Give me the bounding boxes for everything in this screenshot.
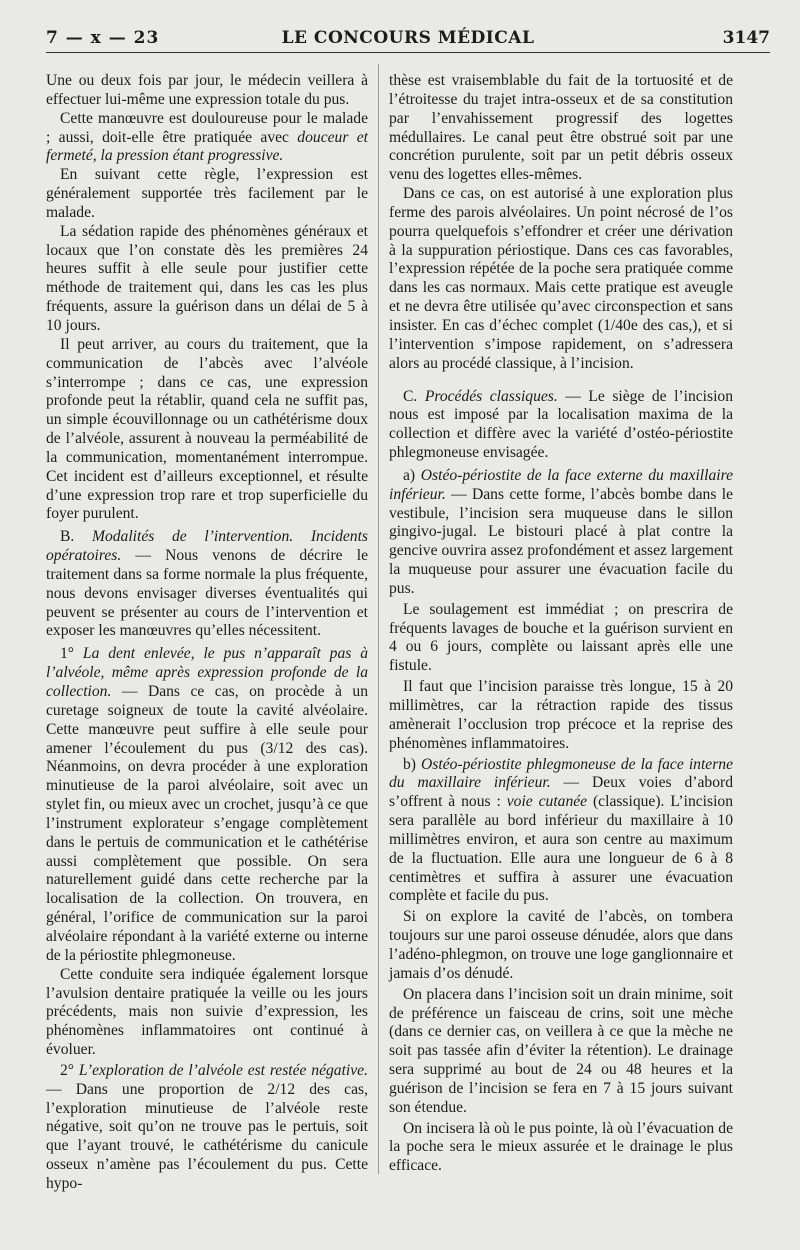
left-column <box>46 72 368 1194</box>
paragraph: Cette conduite sera indiquée également lorsque l’avulsion dentaire pratiquée la veille ou les jours précédents, mais non suivie d’expression, les phénomènes inflammatoires ont continué à évoluer. <box>46 965 368 1059</box>
issue-date: 7 — x — 23 <box>46 28 160 48</box>
paragraph: Cette manœuvre est douloureuse pour le malade ; aussi, doit-elle être pratiquée avec douceur et fermeté, la pression étant progressive. <box>46 109 368 165</box>
paragraph: Il peut arriver, au cours du traitement, que la communication de l’abcès avec l’alvéole s’interrompe ; dans ce cas, une expression profonde peut la rétablir, quand cela ne suffit pas, un simple écouvillonnage ou un cathétérisme doux de l’alvéole, assurent à nouveau la perméabilité de la communication, momentanément interrompue. Cet incident est d’ailleurs exceptionnel, et résulte d’une expression trop rare et trop superficielle du foyer purulent. <box>46 335 368 523</box>
page-number: 3147 <box>722 28 770 48</box>
paragraph: a) Ostéo-périostite de la face externe du maxillaire inférieur. — Dans cette forme, l’abcès bombe dans le vestibule, l’incision sera muqueuse dans le sillon gingivo-jugal. Le bistouri placé à plat contre la gencive ouvrira assez profondément et assez largement la muqueuse pour assurer une évacuation facile du pus. <box>389 466 734 597</box>
journal-title: LE CONCOURS MÉDICAL <box>281 28 535 48</box>
paragraph: Une ou deux fois par jour, le médecin veillera à effectuer lui-même une expression totale du pus. <box>46 72 368 108</box>
page-header <box>46 26 770 53</box>
section-heading-c: C. Procédés classiques. — Le siège de l’incision nous est imposé par la localisation maxima de la collection et diffère avec la variété d’ostéo-périostite phlegmoneuse envisagée. <box>389 387 733 462</box>
right-column <box>389 72 733 1176</box>
paragraph: En suivant cette règle, l’expression est généralement supportée très facilement par le malade. <box>46 166 368 221</box>
section-heading-b: B. Modalités de l’intervention. Incidents opératoires. — Nous venons de décrire le traitement dans sa forme normale la plus fréquente, nous devons envisager diverses éventualités qui peuvent se présenter au cours de l’intervention et exposer les manœuvres qu’elles nécessitent. <box>46 528 368 640</box>
paragraph: 2° L’exploration de l’alvéole est restée négative. — Dans une proportion de 2/12 des cas, l’exploration minutieuse de l’alvéole reste négative, soit qu’on ne trouve pas le pertuis, soit que l’ayant trouvé, le cathétérisme du canicule osseux n’amène pas l’écoulement du pus. Cette hypo- <box>46 1061 368 1192</box>
paragraph: Le soulagement est immédiat ; on prescrira de fréquents lavages de bouche et la guérison survient en 4 ou 6 jours, complète ou laissant après elle une fistule. <box>389 600 733 675</box>
paragraph: On incisera là où le pus pointe, là où l’évacuation de la poche sera le mieux assurée et le drainage le plus efficace. <box>389 1119 733 1175</box>
paragraph: thèse est vraisemblable du fait de la tortuosité et de l’étroitesse du trajet intra-osseux et de sa constitution par l’envahissement progressif des logettes médullaires. Le canal peut être obstrué soit par une concrétion purulente, soit par un petit débris osseux venu des logettes elles-mêmes. <box>389 72 733 184</box>
paragraph: Il faut que l’incision paraisse très longue, 15 à 20 millimètres, car la rétraction rapide des tissus amènerait l’occlusion trop précoce et la reprise des phénomènes inflammatoires. <box>389 678 733 752</box>
paragraph: Dans ce cas, on est autorisé à une exploration plus ferme des parois alvéolaires. Un point nécrosé de l’os pourra quelquefois s’effondrer et créer une dérivation à la suppuration périostique. Dans ces cas favorables, l’expression répétée de la poche sera pratiquée comme dans les cas normaux. Mais cette pratique est aveugle et ne devra être utilisée qu’avec circonspection et sans insister. En cas d’échec complet (1/40e des cas,), et si l’intervention s’impose rapidement, on s’adressera alors au procédé classique, à l’incision. <box>389 185 733 372</box>
paragraph: La sédation rapide des phénomènes généraux et locaux que l’on constate dès les premières 24 heures suffit à elle seule pour justifier cette méthode de traitement qui, dans les cas les plus fréquents, assure la guérison dans un délai de 5 à 10 jours. <box>46 222 368 334</box>
paragraph: On placera dans l’incision soit un drain minime, soit de préférence un faisceau de crins, soit une mèche (dans ce dernier cas, on veillera à ce que la mèche ne soit pas tassée afin d’éviter la rétention). Le drainage sera supprimé au bout de 24 ou 48 heures et la guérison de l’incision se fera en 7 à 15 jours suivant son étendue. <box>389 985 733 1116</box>
paragraph: b) Ostéo-périostite phlegmoneuse de la face interne du maxillaire inférieur. — Deux voies d’abord s’offrent à nous : voie cutanée (classique). L’incision sera parallèle au bord inférieur du maxillaire à 10 millimètres environ, et aura son centre au maximum de la fluctuation. Elle aura une longueur de 6 à 8 centimètres et suffira à assurer une évacuation complète et facile du pus. <box>389 755 734 905</box>
paragraph: Si on explore la cavité de l’abcès, on tombera toujours sur une paroi osseuse dénudée, alors que dans l’adéno-phlegmon, on trouve une loge ganglionnaire et jamais d’os dénudé. <box>389 908 733 982</box>
paragraph: 1° La dent enlevée, le pus n’apparaît pas à l’alvéole, même après expression profonde de la collection. — Dans ce cas, on procède à un curetage soigneux de toute la cavité alvéolaire. Cette manœuvre peut suffire à elle seule pour amener l’écoulement du pus (3/12 des cas). Néanmoins, on devra procéder à une exploration minutieuse de la paroi alvéolaire, soit avec un stylet fin, ou mieux avec un crochet, jusqu’à ce que l’instrument explorateur s’engage complètement dans le pertuis de communication et le cathétérise aussi complètement que possible. On sera naturellement guidé dans cette recherche par la localisation de la collection. On trouvera, en général, l’orifice de communication sur la paroi alvéolaire répondant à la variété externe ou interne de la périostite phlegmoneuse. <box>46 645 368 964</box>
column-divider <box>378 64 379 1174</box>
